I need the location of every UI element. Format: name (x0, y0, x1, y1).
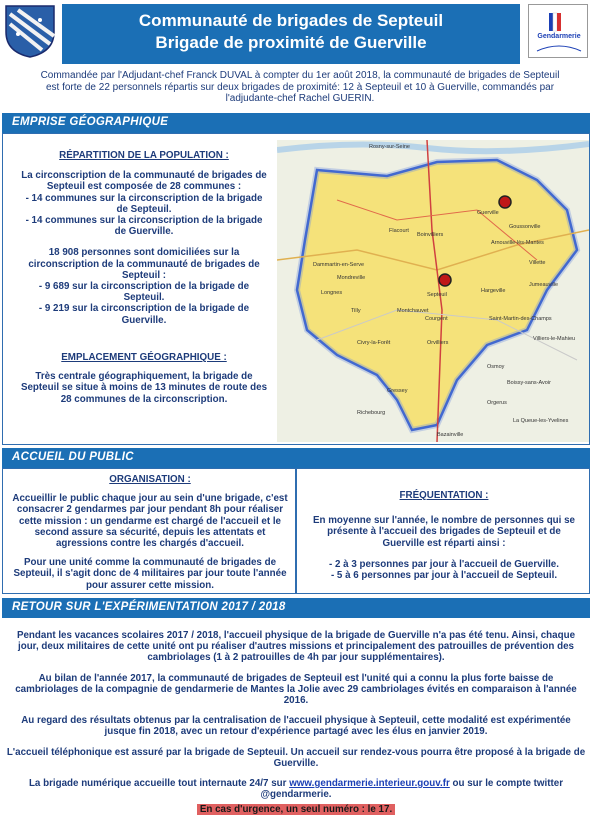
organisation-block (12, 474, 288, 591)
retour-paragraph-1: Pendant les vacances scolaires 2017 / 2018, l'accueil physique de la brigade de Guerville n'a pas été tenu. Ainsi, chaque jour, deux militaires de cette unité ont pu réaliser d'autres missions et principalement des patrouilles de prévention des cambriolages (1 à 2 patrouilles de 4h par jour supplémentaires). (16, 630, 576, 664)
title-banner (62, 4, 520, 64)
map-label-tilly: Tilly (351, 308, 361, 314)
organisation-heading: ORGANISATION : (109, 474, 191, 485)
territory-map (277, 140, 589, 442)
retour-block (6, 630, 586, 816)
map-label-stmartin: Saint-Martin-des-Champs (489, 316, 552, 322)
coat-of-arms-logo (4, 4, 56, 58)
population-block (20, 150, 268, 326)
frequentation-item-1: - 2 à 3 personnes par jour à l'accueil de Guerville. (329, 558, 559, 570)
map-label-hargeville: Hargeville (481, 288, 506, 294)
urgence-badge: En cas d'urgence, un seul numéro : le 17. (197, 804, 395, 815)
map-label-orvilliers: Orvilliers (427, 340, 449, 346)
map-label-goussonville: Goussonville (509, 224, 541, 230)
title-line-2: Brigade de proximité de Guerville (155, 33, 427, 52)
organisation-text-2: Pour une unité comme la communauté de brigades de Septeuil, il s'agit donc de 4 militaires par jour toute l'année pour assurer cette mission. (13, 557, 287, 591)
map-label-civry: Civry-la-Forêt (357, 340, 391, 346)
map-label-villette: Villette (529, 260, 546, 266)
map-label-richebourg: Richebourg (357, 410, 386, 416)
map-label-osmoy: Osmoy (487, 364, 505, 370)
map-label-septeuil: Septeuil (427, 292, 447, 298)
twitter-text: ou sur le compte twitter @gendarmerie. (260, 778, 564, 801)
emplacement-block (20, 352, 268, 405)
brigade-numerique-text: La brigade numérique accueille tout internaute 24/7 sur (28, 778, 287, 790)
population-count: 18 908 personnes sont domiciliées sur la circonscription de la communauté de brigades de Septeuil : (28, 247, 260, 281)
gendarmerie-website-link[interactable]: www.gendarmerie.interieur.gouv.fr (289, 778, 450, 790)
population-item-1: - 14 communes sur la circonscription de la brigade de Septeuil. (25, 192, 263, 215)
retour-paragraph-5 (6, 778, 586, 800)
title-line-1: Communauté de brigades de Septeuil (138, 11, 444, 30)
population-intro: La circonscription de la communauté de brigades de Septeuil est composée de 28 communes : (21, 170, 267, 193)
gendarmerie-logo (528, 4, 588, 58)
map-label-flacourt: Flacourt (389, 228, 409, 234)
intro-paragraph: Commandée par l'Adjudant-chef Franck DUVAL à compter du 1er août 2018, la communauté de brigades de Septeuil est forte de 22 personnels répartis sur deux brigades de proximité: 12 à Septeuil et 10 à Guerville, commandés par l'adjudante-chef Rachel GUERIN. (40, 70, 560, 104)
map-label-arnouville: Arnouville-lès-Mantes (491, 240, 544, 246)
population-item-2: - 14 communes sur la circonscription de la brigade de Guerville. (25, 215, 263, 238)
map-label-rosny: Rosny-sur-Seine (369, 144, 410, 150)
map-label-guerville: Guerville (477, 210, 499, 216)
emplacement-text: Très centrale géographiquement, la brigade de Septeuil se situe à moins de 13 minutes de route des 28 communes de la circonscription. (20, 371, 268, 405)
organisation-text-1: Accueillir le public chaque jour au sein d'une brigade, c'est consacrer 2 gendarmes par jour pendant 8h pour réaliser cette mission : un gendarme est chargé de l'accueil et le second assure sa sécurité, depuis les attentats et agressions contre les chargés d'accueil. (12, 493, 288, 550)
map-label-boissy: Boissy-sans-Avoir (507, 380, 551, 386)
map-label-mondreville: Mondreville (337, 275, 366, 281)
map-label-villiers: Villiers-le-Mahieu (533, 336, 576, 342)
urgence-line (6, 804, 586, 815)
map-labels (277, 140, 589, 442)
frequentation-item-2: - 5 à 6 personnes par jour à l'accueil de Septeuil. (330, 570, 558, 582)
retour-paragraph-2: Au bilan de l'année 2017, la communauté de brigades de Septeuil est l'unité qui a connu la plus forte baisse de cambriolages de la compagnie de gendarmerie de Mantes la Jolie avec 29 cambriolages évités en comparaison à l'année 2016. (15, 672, 577, 707)
map-label-orgerus: Orgerus (487, 400, 507, 406)
population-heading: RÉPARTITION DE LA POPULATION : (59, 150, 229, 161)
map-label-courgent: Courgent (425, 316, 448, 322)
section-accueil-header: ACCUEIL DU PUBLIC (2, 448, 590, 468)
population-item-4: - 9 219 sur la circonscription de la brigade de Guerville. (38, 303, 250, 326)
retour-paragraph-4: L'accueil téléphonique est assuré par la brigade de Septeuil. Un accueil sur rendez-vous pourra être proposé à la brigade de Guerville. (6, 746, 586, 769)
section-emprise-header: EMPRISE GÉOGRAPHIQUE (2, 113, 590, 133)
map-label-boinvilliers: Boinvilliers (417, 232, 444, 238)
map-label-longnes: Longnes (321, 290, 343, 296)
population-item-3: - 9 689 sur la circonscription de la brigade de Septeuil. (38, 281, 250, 304)
map-label-laqueue: La Queue-les-Yvelines (513, 418, 569, 424)
map-label-gressey: Gressey (387, 388, 408, 394)
map-label-jumeauville: Jumeauville (529, 282, 559, 288)
retour-paragraph-3: Au regard des résultats obtenus par la centralisation de l'accueil physique à Septeuil, cette modalité est expérimentée jusque fin 2018, avec un retour d'expérience partagé avec les élus en janvier 2019. (21, 715, 571, 738)
map-label-dammartin: Dammartin-en-Serve (313, 262, 365, 268)
map-label-montchauvet: Montchauvet (397, 308, 429, 314)
frequentation-block (306, 490, 582, 581)
frequentation-text: En moyenne sur l'année, le nombre de personnes qui se présente à l'accueil des brigades de Septeuil et de Guerville est réparti ainsi : (312, 515, 576, 549)
section-retour-header: RETOUR SUR L'EXPÉRIMENTATION 2017 / 2018 (2, 598, 590, 618)
gendarmerie-logo-text: Gendarmerie (537, 33, 581, 40)
map-label-bazainville: Bazainville (437, 432, 464, 438)
emplacement-heading: EMPLACEMENT GÉOGRAPHIQUE : (61, 352, 227, 363)
frequentation-heading: FRÉQUENTATION : (399, 490, 489, 501)
